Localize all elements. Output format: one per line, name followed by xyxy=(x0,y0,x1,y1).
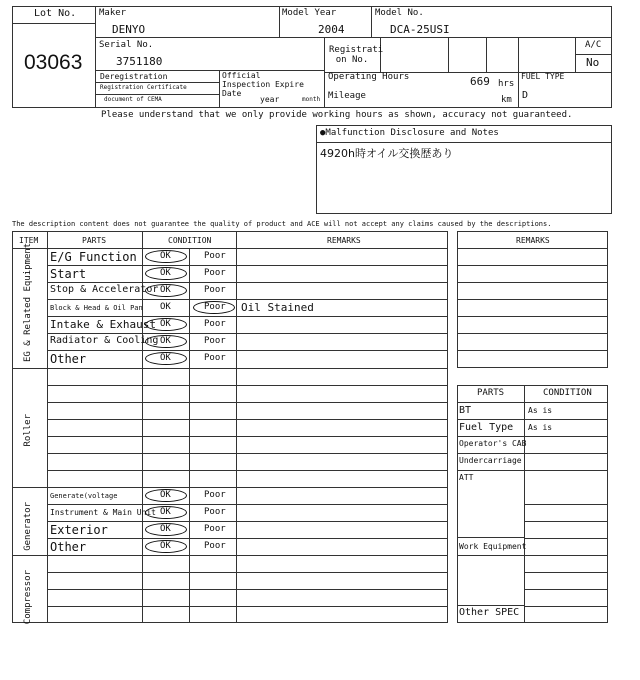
header-item: ITEM xyxy=(19,236,39,245)
lot-label: Lot No. xyxy=(34,8,77,19)
km-label: km xyxy=(501,95,512,105)
ok-circle xyxy=(145,284,187,297)
ok-option[interactable]: OK xyxy=(160,251,171,261)
ok-circle xyxy=(145,318,187,331)
registration-label: Registrati on No. xyxy=(329,45,384,66)
other-spec-label: Other SPEC xyxy=(459,607,520,618)
remark-text: Oil Stained xyxy=(241,301,314,314)
ok-option[interactable]: OK xyxy=(160,507,171,517)
part-label: Other xyxy=(50,352,87,366)
ok-circle xyxy=(145,352,187,365)
ok-option[interactable]: OK xyxy=(160,353,171,363)
disclaimer: The description content does not guarantee the quality of product and ACE will not accept any claims caused by the descriptions. xyxy=(12,220,552,228)
poor-option[interactable]: Poor xyxy=(204,541,226,551)
right-part-label: Undercarriage xyxy=(459,456,522,465)
poor-option[interactable]: Poor xyxy=(204,268,226,278)
item-roller: Roller xyxy=(23,414,33,447)
model-no-value: DCA-25USI xyxy=(390,23,450,36)
work-equipment-label: Work Equipment xyxy=(459,542,527,551)
working-hours-notice: Please understand that we only provide working hours as shown, accuracy not guaranteed. xyxy=(101,110,573,120)
ok-circle xyxy=(145,506,187,519)
ac-value: No xyxy=(586,56,600,69)
poor-option[interactable]: Poor xyxy=(204,319,226,329)
right-condition-value: As is xyxy=(528,423,553,432)
part-label: Block & Head & Oil Pan xyxy=(50,304,143,312)
reg-cert-label: Registration Certificate xyxy=(100,84,187,91)
year-label: year xyxy=(260,95,280,104)
model-year-value: 2004 xyxy=(318,23,345,36)
ok-circle xyxy=(145,523,187,536)
part-label: Other xyxy=(50,540,87,554)
right-part-label: Operator's CAB xyxy=(459,439,527,448)
operating-hours-value: 669 xyxy=(470,75,490,88)
right-condition-header: CONDITION xyxy=(543,388,592,398)
right-part-label: BT xyxy=(459,405,472,416)
hrs-label: hrs xyxy=(498,79,515,89)
deregistration-label: Deregistration xyxy=(100,72,168,81)
poor-option[interactable]: Poor xyxy=(204,353,226,363)
poor-option[interactable]: Poor xyxy=(204,524,226,534)
part-label: Stop & Accelerator xyxy=(50,284,159,295)
ok-option[interactable]: OK xyxy=(160,319,171,329)
header-remarks: REMARKS xyxy=(327,236,361,245)
inspection-label: Official Inspection Expire Date xyxy=(222,71,304,98)
ok-circle xyxy=(145,540,187,553)
ok-circle xyxy=(145,267,187,280)
part-label: Radiator & Cooling xyxy=(50,335,159,346)
part-label: Intake & Exhaust xyxy=(50,318,156,331)
month-label: month xyxy=(302,96,321,103)
part-label: E/G Function xyxy=(50,250,137,264)
ok-option[interactable]: OK xyxy=(160,302,171,312)
ac-label: A/C xyxy=(585,40,602,50)
poor-option[interactable]: Poor xyxy=(204,302,226,312)
mileage-label: Mileage xyxy=(328,91,366,101)
part-label: Exterior xyxy=(50,523,108,537)
ok-option[interactable]: OK xyxy=(160,285,171,295)
ok-circle xyxy=(145,335,187,348)
fuel-type-label: FUEL TYPE xyxy=(521,72,565,81)
malfunction-title: ●Malfunction Disclosure and Notes xyxy=(320,128,499,138)
part-label: Start xyxy=(50,267,87,281)
poor-option[interactable]: Poor xyxy=(204,490,226,500)
fuel-type-value: D xyxy=(522,90,529,101)
serial-label: Serial No. xyxy=(99,40,154,50)
serial-value: 3751180 xyxy=(116,55,163,68)
header-remarks-right: REMARKS xyxy=(516,236,550,245)
ok-option[interactable]: OK xyxy=(160,268,171,278)
malfunction-text: 4920h時オイル交換歴あり xyxy=(320,147,454,160)
model-no-label: Model No. xyxy=(375,8,424,18)
part-label: Instrument & Main Unit xyxy=(50,508,156,517)
item-generator: Generator xyxy=(23,502,33,551)
ok-circle xyxy=(145,489,187,502)
ok-option[interactable]: OK xyxy=(160,490,171,500)
poor-option[interactable]: Poor xyxy=(204,336,226,346)
maker-value: DENYO xyxy=(112,23,146,36)
header-condition: CONDITION xyxy=(168,236,212,245)
item-eg-related: EG & Related Equipment xyxy=(23,242,33,362)
poor-option[interactable]: Poor xyxy=(204,507,226,517)
poor-option[interactable]: Poor xyxy=(204,285,226,295)
ok-option[interactable]: OK xyxy=(160,336,171,346)
ok-option[interactable]: OK xyxy=(160,541,171,551)
model-year-label: Model Year xyxy=(282,8,337,18)
operating-hours-label: Operating Hours xyxy=(328,72,410,82)
ok-option[interactable]: OK xyxy=(160,524,171,534)
poor-option[interactable]: Poor xyxy=(204,251,226,261)
header-parts: PARTS xyxy=(82,236,107,245)
right-condition-value: As is xyxy=(528,406,553,415)
malfunction-box xyxy=(316,125,612,214)
ok-circle xyxy=(145,250,187,263)
right-part-label: ATT xyxy=(459,473,474,482)
lot-number: 03063 xyxy=(24,51,83,74)
poor-circle xyxy=(193,301,235,314)
right-parts-header: PARTS xyxy=(477,388,505,398)
item-compressor: Compressor xyxy=(23,570,33,625)
right-part-label: Fuel Type xyxy=(459,422,514,433)
doc-cema-label: document of CEMA xyxy=(104,96,162,103)
maker-label: Maker xyxy=(99,8,127,18)
part-label: Generate(voltage xyxy=(50,492,118,500)
